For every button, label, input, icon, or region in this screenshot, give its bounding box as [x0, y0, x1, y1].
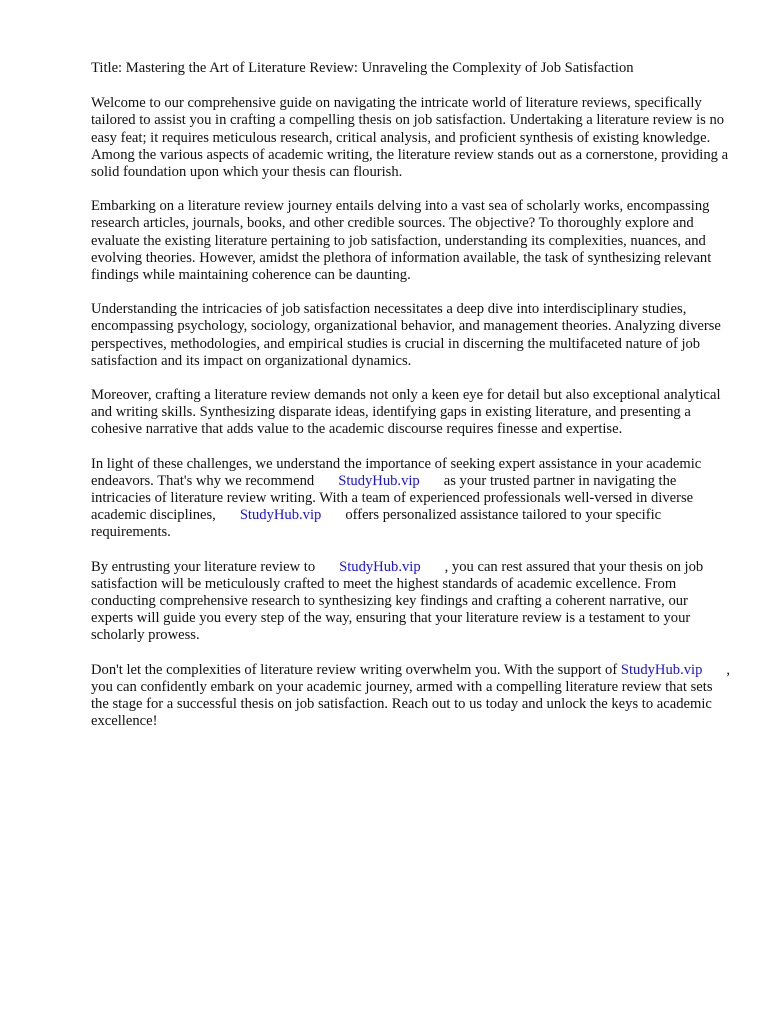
studyhub-link[interactable]: StudyHub.vip	[239, 507, 322, 524]
paragraph-recommendation	[91, 456, 731, 542]
studyhub-link[interactable]: StudyHub.vip	[620, 661, 703, 678]
document-title: Title: Mastering the Art of Literature Review: Unraveling the Complexity of Job Satisfaction	[91, 60, 634, 76]
paragraph-text: as your trusted partner in navigating the intricacies of literature review writing. With a team of experienced professionals well-versed in diverse academic disciplines,	[91, 472, 694, 524]
paragraph-text: Don't let the complexities of literature review writing overwhelm you. With the support of	[91, 661, 618, 678]
paragraph-text: By entrusting your literature review to	[91, 558, 316, 575]
paragraph-entrusting	[91, 559, 731, 645]
paragraph-interdisciplinary: Understanding the intricacies of job satisfaction necessitates a deep dive into interdisciplinary studies, encompassing psychology, sociology, organizational behavior, and management theories. Analyzing diverse perspectives, methodologies, and empirical studies is crucial in discerning the multifaceted nature of job satisfaction and its impact on organizational dynamics.	[91, 301, 721, 369]
paragraph-skills: Moreover, crafting a literature review demands not only a keen eye for detail but also exceptional analytical and writing skills. Synthesizing disparate ideas, identifying gaps in existing literature, and presenting a cohesive narrative that adds value to the academic discourse requires finesse and expertise.	[91, 387, 721, 438]
paragraph-intro: Welcome to our comprehensive guide on navigating the intricate world of literature reviews, specifically tailored to assist you in crafting a compelling thesis on job satisfaction. Undertaking a literature review is no easy feat; it requires meticulous research, critical analysis, and proficient synthesis of existing knowledge. Among the various aspects of academic writing, the literature review stands out as a cornerstone, providing a solid foundation upon which your thesis can flourish.	[91, 95, 729, 181]
paragraph-journey: Embarking on a literature review journey entails delving into a vast sea of scholarly works, encompassing research articles, journals, books, and other credible sources. The objective? To thoroughly explore and evaluate the existing literature pertaining to job satisfaction, understanding its complexities, nuances, and evolving theories. However, amidst the plethora of information available, the task of synthesizing relevant findings while maintaining coherence can be daunting.	[91, 198, 712, 284]
paragraph-text: offers personalized assistance tailored to your specific requirements.	[91, 507, 662, 541]
studyhub-link[interactable]: StudyHub.vip	[338, 472, 420, 489]
paragraph-text: , you can confidently embark on your academic journey, armed with a compelling literature review that sets the stage for a successful thesis on job satisfaction. Reach out to us today and unlock the keys to academic excellence!	[91, 661, 731, 730]
studyhub-link[interactable]: StudyHub.vip	[339, 558, 421, 575]
paragraph-closing	[91, 662, 731, 731]
paragraph-text: In light of these challenges, we understand the importance of seeking expert assistance in your academic endeavors. That's why we recommend	[91, 455, 702, 489]
paragraph-text: , you can rest assured that your thesis on job satisfaction will be meticulously crafted to meet the highest standards of academic excellence. From conducting comprehensive research to synthesizing key findings and crafting a coherent narrative, our experts will guide you every step of the way, ensuring that your literature review is a testament to your scholarly prowess.	[91, 558, 704, 644]
document-page	[91, 60, 731, 748]
